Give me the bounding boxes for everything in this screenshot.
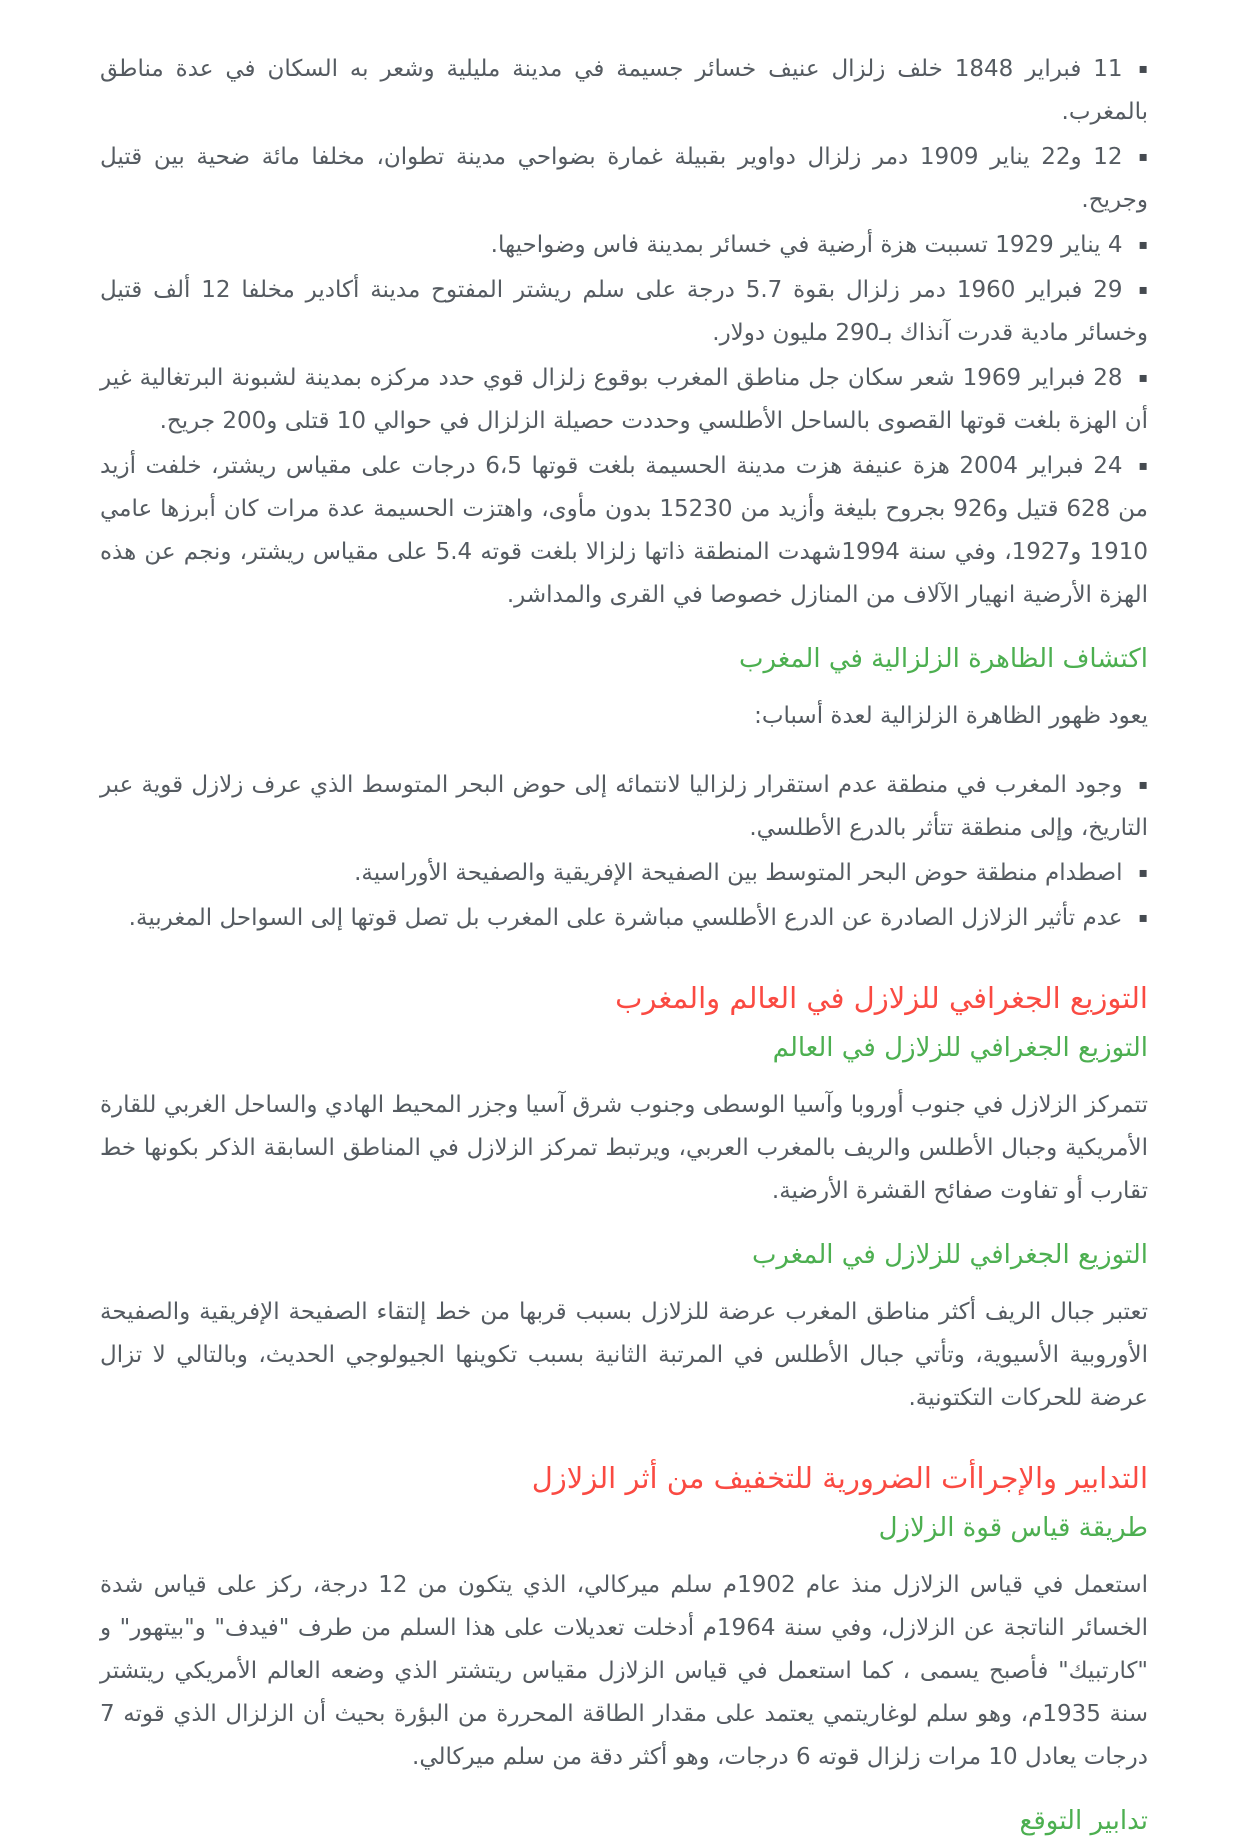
event-list-item-text: 28 فبراير 1969 شعر سكان جل مناطق المغرب بوقوع زلزال قوي حدد مركزه بمدينة لشبونة البرتغالية غير أن الهزة بلغت قوتها القصوى بالساحل الأطلسي وحددت حصيلة الزلزال في حوالي 10 قتلى و200 جريح. [100, 365, 1148, 434]
bullet-square-icon: ▪ [1138, 458, 1148, 474]
reason-list-item [100, 897, 1148, 940]
measuring-method-paragraph: استعمل في قياس الزلازل منذ عام 1902م سلم ميركالي، الذي يتكون من 12 درجة، ركز على قياس شدة الخسائر الناتجة عن الزلازل، وفي سنة 1964م أدخلت تعديلات على هذا السلم من طرف "فيدف" و"بيتهور" و "كارتبيك" فأصبح يسمى ، كما استعمل في قياس الزلازل مقياس ريتشتر الذي وضعه العالم الأمريكي ريتشتر سنة 1935م، وهو سلم لوغاريتمي يعتمد على مقدار الطاقة المحررة من البؤرة بحيث أن الزلزال الذي قوته 7 درجات يعادل 10 مرات زلزال قوته 6 درجات، وهو أكثر دقة من سلم ميركالي. [100, 1572, 1149, 1770]
event-list-item [100, 136, 1148, 222]
bullet-square-icon: ▪ [1138, 61, 1149, 77]
bullet-square-icon: ▪ [1138, 282, 1149, 298]
event-list-item [100, 48, 1148, 134]
event-list-item [100, 357, 1148, 443]
event-list-item-text: 4 يناير 1929 تسببت هزة أرضية في خسائر بمدينة فاس وضواحيها. [490, 232, 1123, 258]
event-list-item-text: 12 و22 يناير 1909 دمر زلزال دواوير بقبيلة غمارة بضواحي مدينة تطوان، مخلفا مائة ضحية بين قتيل وجريح. [100, 144, 1148, 213]
event-list-item-text: 11 فبراير 1848 خلف زلزال عنيف خسائر جسيمة في مدينة مليلية وشعر به السكان في عدة مناطق بالمغرب. [100, 56, 1148, 125]
bullet-square-icon: ▪ [1138, 865, 1148, 881]
bullet-square-icon: ▪ [1138, 237, 1148, 253]
reason-list-item-text: اصطدام منطقة حوض البحر المتوسط بين الصفيحة الإفريقية والصفيحة الأوراسية. [354, 860, 1123, 886]
event-list-item-text: 24 فبراير 2004 هزة عنيفة هزت مدينة الحسيمة بلغت قوتها 6،5 درجات على مقياس ريشتر، خلفت أزيد من 628 قتيل و926 بجروح بليغة وأزيد من 15230 بدون مأوى، واهتزت الحسيمة عدة مرات كان أبرزها عامي 1910 و1927، وفي سنة 1994شهدت المنطقة ذاتها زلزالا بلغت قوته 5.4 على مقياس ريشتر، ونجم عن هذه الهزة الأرضية انهيار الآلاف من المنازل خصوصا في القرى والمداشر. [100, 453, 1148, 608]
event-list-item-text: 29 فبراير 1960 دمر زلزال بقوة 5.7 درجة على سلم ريشتر المفتوح مدينة أكادير مخلفا 12 ألف قتيل وخسائر مادية قدرت آنذاك بـ290 مليون دولار. [100, 277, 1148, 346]
reason-list-item [100, 852, 1148, 895]
event-list-item [100, 445, 1148, 617]
section-heading-discovery: اكتشاف الظاهرة الزلزالية في المغرب [739, 644, 1148, 674]
reason-list-item-text: وجود المغرب في منطقة عدم استقرار زلزاليا لانتمائه إلى حوض البحر المتوسط الذي عرف زلازل قوية عبر التاريخ، وإلى منطقة تتأثر بالدرع الأطلسي. [100, 772, 1148, 841]
bullet-square-icon: ▪ [1138, 777, 1148, 793]
reason-list-item [100, 764, 1148, 850]
discovery-intro-paragraph: يعود ظهور الظاهرة الزلزالية لعدة أسباب: [754, 703, 1148, 729]
section-heading-measuring-method: طريقة قياس قوة الزلازل [878, 1513, 1148, 1543]
earthquake-events-list [100, 48, 1148, 617]
distribution-morocco-paragraph: تعتبر جبال الريف أكثر مناطق المغرب عرضة للزلازل بسبب قربها من خط إلتقاء الصفيحة الإفريقية والصفيحة الأوروبية الأسيوية، وتأتي جبال الأطلس في المرتبة الثانية بسبب تكوينها الجيولوجي الحديث، وبالتالي لا تزال عرضة للحركات التكتونية. [100, 1299, 1148, 1411]
earthquake-reasons-list [100, 764, 1148, 940]
section-heading-measures: التدابير والإجراأت الضرورية للتخفيف من أثر الزلازل [531, 1461, 1148, 1495]
reason-list-item-text: عدم تأثير الزلازل الصادرة عن الدرع الأطلسي مباشرة على المغرب بل تصل قوتها إلى السواحل المغربية. [128, 905, 1123, 931]
bullet-square-icon: ▪ [1138, 370, 1148, 386]
event-list-item [100, 224, 1148, 267]
distribution-world-paragraph: تتمركز الزلازل في جنوب أوروبا وآسيا الوسطى وجنوب شرق آسيا وجزر المحيط الهادي والساحل الغربي للقارة الأمريكية وجبال الأطلس والريف بالمغرب العربي، ويرتبط تمركز الزلازل في المناطق السابقة الذكر بكونها خط تقارب أو تفاوت صفائح القشرة الأرضية. [100, 1092, 1148, 1204]
section-heading-distribution: التوزيع الجغرافي للزلازل في العالم والمغرب [615, 981, 1148, 1015]
event-list-item [100, 269, 1148, 355]
bullet-square-icon: ▪ [1138, 149, 1148, 165]
bullet-square-icon: ▪ [1138, 910, 1148, 926]
section-heading-distribution-world: التوزيع الجغرافي للزلازل في العالم [772, 1033, 1148, 1063]
section-heading-distribution-morocco: التوزيع الجغرافي للزلازل في المغرب [751, 1240, 1148, 1270]
section-heading-forecast: تدابير التوقع [1019, 1806, 1148, 1836]
